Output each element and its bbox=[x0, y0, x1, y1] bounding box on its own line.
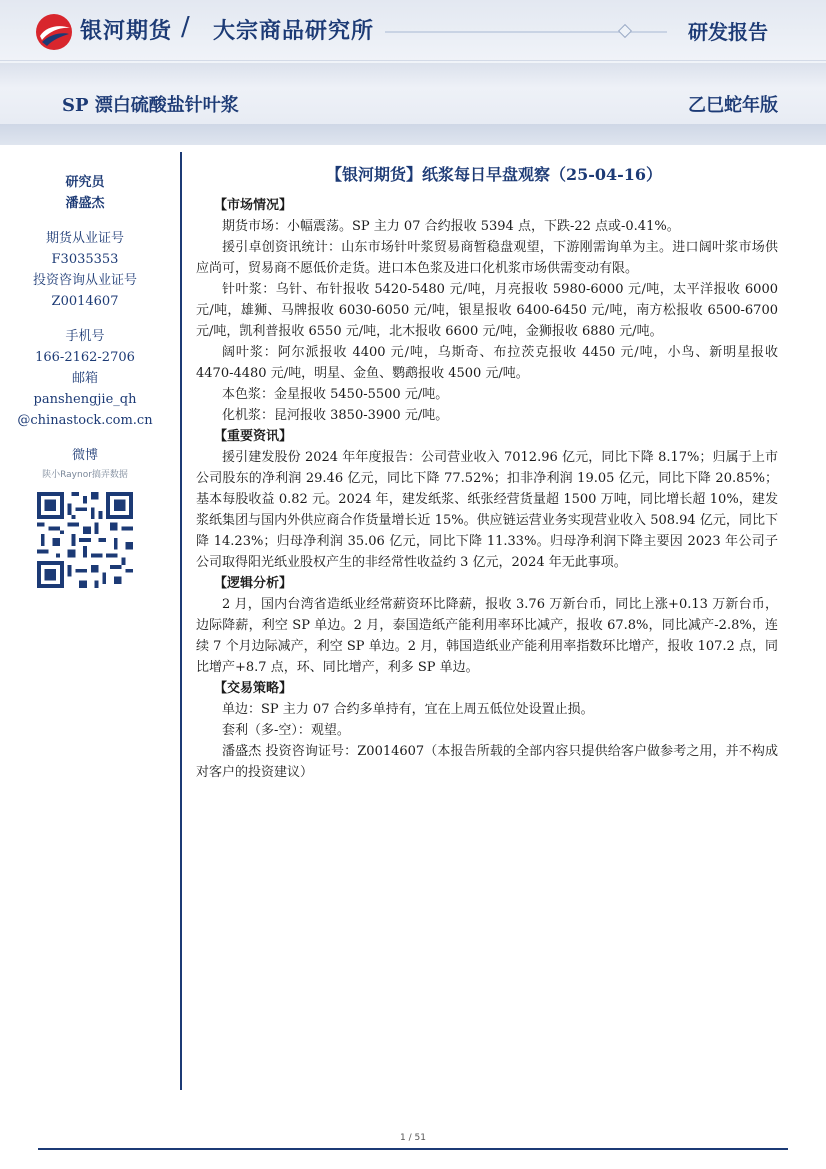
header-divider bbox=[0, 60, 826, 61]
weibo-handle: 陕小Raynor搞弄数据 bbox=[42, 470, 128, 480]
email-domain[interactable]: @chinastock.com.cn bbox=[17, 413, 153, 428]
logo-text: 银河期货 bbox=[80, 19, 173, 44]
report-header bbox=[0, 0, 826, 145]
edition-label: 乙巳蛇年版 bbox=[688, 95, 778, 116]
paragraph: 援引卓创资讯统计：山东市场针叶浆贸易商暂稳盘观望，下游刚需询单为主。进口阔叶浆市场供应尚可，贸易商不愿低价走货。进口本色浆及进口化机浆市场供需变动有限。 bbox=[196, 240, 778, 276]
paragraph: 援引建发股份 2024 年年度报告：公司营业收入 7012.96 亿元，同比下降 8.17%；归属于上市公司股东的净利润 29.46 亿元，同比下降 77.52%；扣非净利润 19.05 亿元，同比下降 20.85%；基本每股收益 0.82 元。2024 年，建发纸浆、纸张经营货量超 1500 万吨，同比增长超 10%，建发浆纸集团与国内外供应商合作货量增长近 15%。供应链运营业务实现营业收入 508.94 亿元，同比下降 14.23%；归母净利润 35.06 亿元，同比下降 11.33%。归母净利润下降主要因 2023 年公司子公司取得阳光纸业股权产生的非经常性收益约 3 亿元，2024 年无此事项。 bbox=[196, 450, 778, 570]
section-heading-market: 【市场情况】 bbox=[214, 198, 293, 213]
advisor-number: Z0014607 bbox=[51, 294, 119, 309]
page-number: 1 / 51 bbox=[400, 1133, 426, 1143]
phone-label: 手机号 bbox=[65, 329, 105, 344]
researcher-name: 潘盛杰 bbox=[65, 196, 105, 211]
cert-number: F3035353 bbox=[51, 252, 119, 267]
researcher-label: 研究员 bbox=[65, 175, 105, 190]
section-heading-news: 【重要资讯】 bbox=[214, 429, 293, 444]
report-title: 【银河期货】纸浆每日早盘观察（25-04-16） bbox=[325, 165, 663, 184]
header-slash: / bbox=[181, 12, 190, 42]
report-type: 研发报告 bbox=[688, 20, 768, 44]
paragraph: 本色浆：金星报收 5450-5500 元/吨。 bbox=[222, 387, 449, 402]
sidebar-divider bbox=[180, 152, 182, 1090]
author-sidebar bbox=[0, 172, 170, 588]
email-user[interactable]: panshengjie_qh bbox=[33, 392, 137, 407]
qr-code-icon[interactable] bbox=[37, 492, 133, 588]
paragraph: 期货市场：小幅震荡。SP 主力 07 合约报收 5394 点，下跌-22 点或-0.41%。 bbox=[222, 219, 680, 234]
email-label: 邮箱 bbox=[71, 371, 98, 386]
institute-name: 大宗商品研究所 bbox=[213, 19, 375, 44]
paragraph: 套利（多-空）：观望。 bbox=[222, 723, 350, 738]
section-heading-logic: 【逻辑分析】 bbox=[214, 576, 293, 591]
section-heading-strategy: 【交易策略】 bbox=[214, 681, 293, 696]
report-body bbox=[196, 164, 778, 783]
footer-rule bbox=[38, 1148, 788, 1150]
cert-label: 期货从业证号 bbox=[45, 231, 124, 246]
paragraph: 针叶浆：乌针、布针报收 5420-5480 元/吨，月亮报收 5980-6000 元/吨，太平洋报收 6000 元/吨，雄狮、马牌报收 6030-6050 元/吨，银星报收 6400-6450 元/吨，南方松报收 6500-6700 元/吨，凯利普报收 6550 元/吨，北木报收 6600 元/吨，金狮报收 6880 元/吨。 bbox=[196, 282, 778, 339]
paragraph: 阔叶浆：阿尔派报收 4400 元/吨，乌斯奇、布拉茨克报收 4450 元/吨，小鸟、新明星报收 4470-4480 元/吨，明星、金鱼、鹦鹉报收 4500 元/吨。 bbox=[196, 345, 778, 381]
galaxy-logo-icon bbox=[34, 12, 74, 52]
weibo-label: 微博 bbox=[71, 448, 98, 463]
phone-number: 166-2162-2706 bbox=[35, 350, 135, 365]
paragraph: 潘盛杰 投资咨询证号：Z0014607（本报告所载的全部内容只提供给客户做参考之用，并不构成对客户的投资建议） bbox=[196, 744, 778, 780]
paragraph: 2 月，国内台湾省造纸业经常薪资环比降薪，报收 3.76 万新台币，同比上涨+0.13 万新台币，边际降薪，利空 SP 单边。2 月，泰国造纸产能利用率环比减产，报收 67.8%，同比减产-2.8%，连续 7 个月边际减产，利空 SP 单边。2 月，韩国造纸业产能利用率指数环比增产，报收 107.2 点，同比增产+8.7 点，环、同比增产，利多 SP 单边。 bbox=[196, 597, 778, 675]
header-band-shadow bbox=[0, 124, 826, 145]
advisor-label: 投资咨询从业证号 bbox=[32, 273, 137, 288]
product-name: SP 漂白硫酸盐针叶浆 bbox=[62, 95, 239, 116]
diamond-icon bbox=[618, 24, 632, 38]
paragraph: 化机浆：昆河报收 3850-3900 元/吨。 bbox=[222, 408, 449, 423]
paragraph: 单边：SP 主力 07 合约多单持有，宜在上周五低位处设置止损。 bbox=[222, 702, 594, 717]
